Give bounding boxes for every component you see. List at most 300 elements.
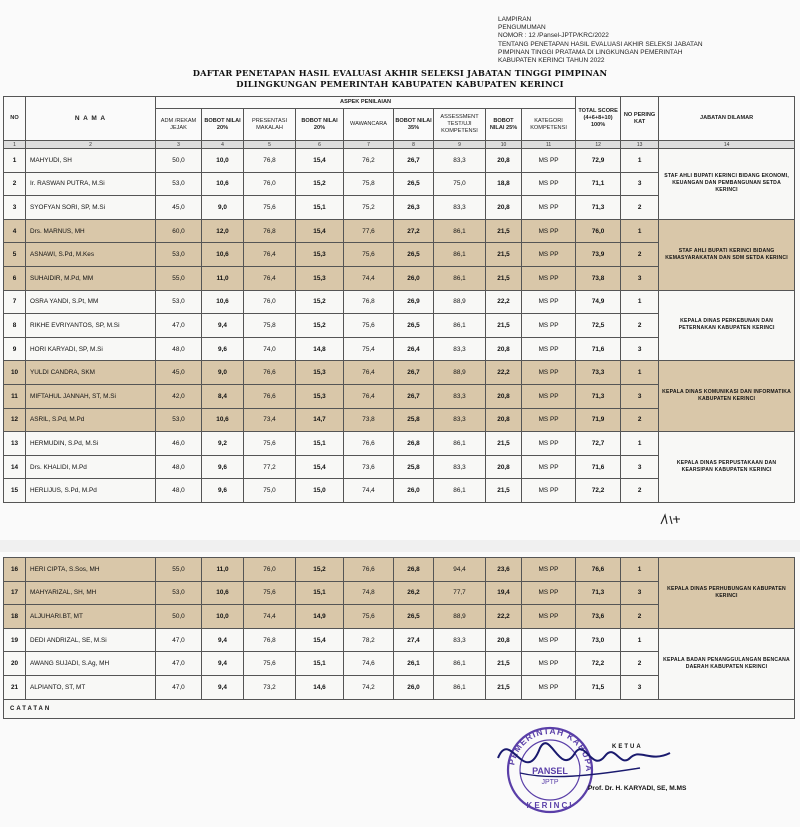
cell-kat: MS PP: [522, 314, 576, 338]
svg-text:PEMERINTAH KABUPATEN: PEMERINTAH KABUPA: [506, 725, 595, 772]
cell-rank: 2: [621, 408, 659, 432]
cell-pres: 73,2: [244, 675, 296, 699]
cell-total: 72,2: [576, 479, 621, 503]
table-row: [4, 290, 795, 314]
cell-kat: MS PP: [522, 361, 576, 385]
title-line-1: DAFTAR PENETAPAN HASIL EVALUASI AKHIR SELEKSI JABATAN TINGGI PIMPINAN: [192, 68, 608, 78]
cell-b1: 9,6: [202, 455, 244, 479]
cell-b1: 10,0: [202, 149, 244, 173]
cell-b2: 15,2: [296, 290, 344, 314]
cell-nama: SYOFYAN SORI, SP, M.Si: [26, 196, 156, 220]
cell-rank: 3: [621, 266, 659, 290]
cell-b4: 21,5: [486, 266, 522, 290]
cell-b1: 8,4: [202, 384, 244, 408]
lampiran-line: KABUPATEN KERINCI TAHUN 2022: [498, 57, 605, 65]
cell-total: 71,9: [576, 408, 621, 432]
col-index: 10: [486, 141, 522, 149]
cell-ass: 83,3: [434, 384, 486, 408]
col-index: 1: [4, 141, 26, 149]
table-row: [4, 219, 795, 243]
cell-b2: 15,1: [296, 432, 344, 456]
cell-rank: 1: [621, 219, 659, 243]
cell-no: 11: [4, 384, 26, 408]
cell-adm: 53,0: [156, 581, 202, 605]
cell-b1: 10,6: [202, 581, 244, 605]
cell-nama: HERLIJUS, S.Pd, M.Pd: [26, 479, 156, 503]
cell-b1: 9,4: [202, 314, 244, 338]
cell-ass: 86,1: [434, 652, 486, 676]
cell-pres: 76,8: [244, 149, 296, 173]
cell-b4: 21,5: [486, 479, 522, 503]
cell-adm: 47,0: [156, 314, 202, 338]
cell-b4: 21,5: [486, 219, 522, 243]
cell-b4: 21,5: [486, 652, 522, 676]
cell-b3: 26,7: [394, 361, 434, 385]
cell-adm: 50,0: [156, 149, 202, 173]
signature-role: KETUA: [612, 744, 643, 750]
cell-ass: 88,9: [434, 605, 486, 629]
cell-adm: 42,0: [156, 384, 202, 408]
cell-nama: AWANG SUJADI, S.Ag, MH: [26, 652, 156, 676]
cell-kat: MS PP: [522, 337, 576, 361]
cell-adm: 55,0: [156, 266, 202, 290]
cell-adm: 45,0: [156, 361, 202, 385]
cell-jabatan: KEPALA DINAS PERHUBUNGAN KABUPATEN KERINCI: [659, 558, 795, 629]
cell-b3: 26,0: [394, 479, 434, 503]
cell-no: 15: [4, 479, 26, 503]
cell-kat: MS PP: [522, 290, 576, 314]
cell-adm: 50,0: [156, 605, 202, 629]
col-index: 9: [434, 141, 486, 149]
cell-rank: 3: [621, 384, 659, 408]
cell-nama: Drs. MARNUS, MH: [26, 219, 156, 243]
cell-pres: 75,6: [244, 652, 296, 676]
cell-b3: 26,0: [394, 266, 434, 290]
cell-b4: 22,2: [486, 290, 522, 314]
cell-jabatan: KEPALA DINAS PERPUSTAKAAN DAN KEARSIPAN KABUPATEN KERINCI: [659, 432, 795, 503]
cell-kat: MS PP: [522, 605, 576, 629]
cell-nama: ALJUHARI.BT, MT: [26, 605, 156, 629]
cell-no: 19: [4, 628, 26, 652]
cell-waw: 74,4: [344, 266, 394, 290]
cell-adm: 47,0: [156, 675, 202, 699]
cell-nama: MAHYUDI, SH: [26, 149, 156, 173]
cell-jabatan: STAF AHLI BUPATI KERINCI BIDANG EKONOMI, KEUANGAN DAN PEMBANGUNAN SETDA KERINCI: [659, 149, 795, 220]
header-presentasi: PRESENTASI MAKALAH: [244, 109, 296, 141]
title-line-2: DILINGKUNGAN PEMERINTAH KABUPATEN KABUPATEN KERINCI: [236, 79, 564, 89]
cell-no: 18: [4, 605, 26, 629]
header-aspek: ASPEK PENILAIAN: [156, 97, 576, 109]
cell-pres: 76,0: [244, 172, 296, 196]
cell-b1: 9,0: [202, 361, 244, 385]
cell-adm: 53,0: [156, 408, 202, 432]
cell-kat: MS PP: [522, 558, 576, 582]
cell-rank: 2: [621, 652, 659, 676]
cell-rank: 3: [621, 337, 659, 361]
cell-ass: 86,1: [434, 219, 486, 243]
cell-rank: 2: [621, 314, 659, 338]
cell-no: 13: [4, 432, 26, 456]
header-kategori: KATEGORI KOMPETENSI: [522, 109, 576, 141]
cell-adm: 46,0: [156, 432, 202, 456]
cell-ass: 75,0: [434, 172, 486, 196]
cell-nama: HERI CIPTA, S.Sos, MH: [26, 558, 156, 582]
cell-kat: MS PP: [522, 196, 576, 220]
cell-pres: 75,8: [244, 314, 296, 338]
cell-b4: 20,8: [486, 384, 522, 408]
col-index: 6: [296, 141, 344, 149]
cell-waw: 76,2: [344, 149, 394, 173]
lampiran-line: LAMPIRAN: [498, 16, 532, 23]
cell-rank: 3: [621, 172, 659, 196]
cell-nama: OSRA YANDI, S.Pt, MM: [26, 290, 156, 314]
cell-waw: 75,8: [344, 172, 394, 196]
cell-ass: 83,3: [434, 149, 486, 173]
cell-no: 14: [4, 455, 26, 479]
cell-nama: ASRIL, S.Pd, M.Pd: [26, 408, 156, 432]
cell-b3: 26,4: [394, 337, 434, 361]
cell-b1: 10,6: [202, 243, 244, 267]
col-index: 12: [576, 141, 621, 149]
header-wawancara: WAWANCARA: [344, 109, 394, 141]
cell-adm: 48,0: [156, 479, 202, 503]
cell-kat: MS PP: [522, 172, 576, 196]
table-row: [4, 432, 795, 456]
cell-no: 20: [4, 652, 26, 676]
cell-rank: 2: [621, 479, 659, 503]
cell-rank: 3: [621, 455, 659, 479]
cell-ass: 83,3: [434, 408, 486, 432]
cell-ass: 77,7: [434, 581, 486, 605]
cell-b1: 9,4: [202, 628, 244, 652]
cell-b1: 10,6: [202, 172, 244, 196]
cell-nama: HORI KARYADI, SP, M.Si: [26, 337, 156, 361]
cell-total: 72,2: [576, 652, 621, 676]
cell-b1: 9,0: [202, 196, 244, 220]
cell-ass: 86,1: [434, 314, 486, 338]
cell-kat: MS PP: [522, 243, 576, 267]
cell-ass: 83,3: [434, 455, 486, 479]
cell-nama: Ir. RASWAN PUTRA, M.Si: [26, 172, 156, 196]
cell-pres: 76,0: [244, 290, 296, 314]
cell-b4: 20,8: [486, 196, 522, 220]
cell-rank: 1: [621, 628, 659, 652]
cell-b4: 19,4: [486, 581, 522, 605]
cell-nama: SUHAIDIR, M.Pd, MM: [26, 266, 156, 290]
cell-total: 72,5: [576, 314, 621, 338]
cell-waw: 76,4: [344, 361, 394, 385]
cell-pres: 75,0: [244, 479, 296, 503]
results-table-part-1: [3, 96, 795, 503]
cell-total: 71,6: [576, 455, 621, 479]
cell-pres: 74,0: [244, 337, 296, 361]
cell-b3: 26,5: [394, 314, 434, 338]
cell-b4: 21,5: [486, 432, 522, 456]
cell-kat: MS PP: [522, 432, 576, 456]
col-index: 13: [621, 141, 659, 149]
cell-b2: 15,3: [296, 384, 344, 408]
cell-b2: 15,2: [296, 172, 344, 196]
cell-adm: 53,0: [156, 290, 202, 314]
cell-b3: 25,8: [394, 408, 434, 432]
cell-total: 72,9: [576, 149, 621, 173]
cell-waw: 75,6: [344, 605, 394, 629]
cell-kat: MS PP: [522, 479, 576, 503]
cell-waw: 74,2: [344, 675, 394, 699]
cell-pres: 75,6: [244, 196, 296, 220]
cell-kat: MS PP: [522, 266, 576, 290]
col-index: 5: [244, 141, 296, 149]
cell-no: 7: [4, 290, 26, 314]
cell-nama: ASNAWI, S.Pd, M.Kes: [26, 243, 156, 267]
cell-kat: MS PP: [522, 149, 576, 173]
cell-no: 9: [4, 337, 26, 361]
cell-b1: 11,0: [202, 266, 244, 290]
cell-total: 71,3: [576, 196, 621, 220]
header-adm: ADM /REKAM JEJAK: [156, 109, 202, 141]
cell-ass: 88,9: [434, 290, 486, 314]
cell-b2: 15,4: [296, 149, 344, 173]
cell-waw: 74,6: [344, 652, 394, 676]
cell-rank: 2: [621, 605, 659, 629]
cell-b2: 15,1: [296, 652, 344, 676]
cell-b4: 22,2: [486, 361, 522, 385]
cell-rank: 1: [621, 558, 659, 582]
cell-total: 73,3: [576, 361, 621, 385]
cell-b1: 9,4: [202, 652, 244, 676]
lampiran-line: PIMPINAN TINGGI PRATAMA DI LINGKUNGAN PEMERINTAH: [498, 48, 683, 56]
cell-b2: 15,2: [296, 558, 344, 582]
cell-rank: 1: [621, 290, 659, 314]
cell-kat: MS PP: [522, 455, 576, 479]
cell-no: 5: [4, 243, 26, 267]
cell-kat: MS PP: [522, 652, 576, 676]
cell-b4: 18,8: [486, 172, 522, 196]
lampiran-block: [498, 16, 703, 65]
cell-no: 2: [4, 172, 26, 196]
cell-adm: 45,0: [156, 196, 202, 220]
col-index: 14: [659, 141, 795, 149]
cell-b2: 14,6: [296, 675, 344, 699]
cell-waw: 76,8: [344, 290, 394, 314]
cell-pres: 75,6: [244, 581, 296, 605]
header-peringkat: NO PERING KAT: [621, 97, 659, 141]
cell-b1: 9,6: [202, 479, 244, 503]
cell-b2: 15,3: [296, 361, 344, 385]
cell-no: 12: [4, 408, 26, 432]
cell-b3: 26,9: [394, 290, 434, 314]
cell-no: 3: [4, 196, 26, 220]
table-row: [4, 628, 795, 652]
cell-waw: 75,6: [344, 314, 394, 338]
cell-b2: 15,3: [296, 243, 344, 267]
header-assessment: ASSESSMENT TEST/UJI KOMPETENSI: [434, 109, 486, 141]
cell-b1: 11,0: [202, 558, 244, 582]
cell-b2: 15,1: [296, 196, 344, 220]
svg-text:PANSEL: PANSEL: [532, 766, 568, 776]
cell-total: 73,8: [576, 266, 621, 290]
cell-pres: 76,8: [244, 628, 296, 652]
col-index: 4: [202, 141, 244, 149]
official-stamp: [480, 718, 594, 812]
signature-name: Prof. Dr. H. KARYADI, SE, M.MS: [588, 785, 687, 792]
cell-ass: 86,1: [434, 266, 486, 290]
cell-b4: 21,5: [486, 243, 522, 267]
cell-ass: 83,3: [434, 628, 486, 652]
cell-b2: 15,4: [296, 455, 344, 479]
header-bobot-20b: BOBOT NILAI 20%: [296, 109, 344, 141]
cell-pres: 76,8: [244, 219, 296, 243]
cell-waw: 74,4: [344, 479, 394, 503]
cell-b4: 20,8: [486, 628, 522, 652]
cell-nama: MIFTAHUL JANNAH, ST, M.Si: [26, 384, 156, 408]
cell-total: 76,6: [576, 558, 621, 582]
cell-pres: 76,4: [244, 266, 296, 290]
cell-no: 17: [4, 581, 26, 605]
cell-waw: 76,6: [344, 558, 394, 582]
svg-text:KERINCI: KERINCI: [526, 801, 574, 810]
cell-nama: DEDI ANDRIZAL, SE, M.Si: [26, 628, 156, 652]
cell-b3: 25,8: [394, 455, 434, 479]
cell-nama: ALPIANTO, ST, MT: [26, 675, 156, 699]
cell-b3: 26,5: [394, 243, 434, 267]
cell-b1: 9,4: [202, 675, 244, 699]
cell-no: 16: [4, 558, 26, 582]
cell-b2: 14,8: [296, 337, 344, 361]
cell-no: 10: [4, 361, 26, 385]
header-jabatan: JABATAN DILAMAR: [659, 97, 795, 141]
cell-waw: 75,2: [344, 196, 394, 220]
cell-b4: 20,8: [486, 455, 522, 479]
cell-b3: 26,7: [394, 384, 434, 408]
cell-adm: 60,0: [156, 219, 202, 243]
cell-b3: 26,5: [394, 172, 434, 196]
svg-text:JPTP: JPTP: [541, 779, 559, 786]
cell-b3: 26,5: [394, 605, 434, 629]
cell-pres: 76,6: [244, 361, 296, 385]
cell-total: 72,7: [576, 432, 621, 456]
cell-b2: 15,4: [296, 628, 344, 652]
cell-total: 74,9: [576, 290, 621, 314]
cell-rank: 2: [621, 243, 659, 267]
cell-total: 73,9: [576, 243, 621, 267]
cell-pres: 76,0: [244, 558, 296, 582]
cell-nama: RIKHE EVRIYANTOS, SP, M.Si: [26, 314, 156, 338]
document-title: [0, 68, 800, 90]
cell-waw: 77,6: [344, 219, 394, 243]
cell-b2: 14,7: [296, 408, 344, 432]
cell-pres: 73,4: [244, 408, 296, 432]
cell-waw: 78,2: [344, 628, 394, 652]
cell-b3: 26,7: [394, 149, 434, 173]
cell-waw: 76,6: [344, 432, 394, 456]
catatan-label: CATATAN: [4, 699, 795, 718]
cell-waw: 74,8: [344, 581, 394, 605]
cell-b4: 21,5: [486, 675, 522, 699]
cell-b1: 10,6: [202, 408, 244, 432]
table-row: [4, 361, 795, 385]
cell-b1: 9,6: [202, 337, 244, 361]
cell-pres: 76,4: [244, 243, 296, 267]
cell-waw: 73,6: [344, 455, 394, 479]
cell-ass: 94,4: [434, 558, 486, 582]
cell-waw: 76,4: [344, 384, 394, 408]
cell-total: 71,5: [576, 675, 621, 699]
cell-waw: 73,8: [344, 408, 394, 432]
results-table-part-2: [3, 557, 795, 719]
cell-kat: MS PP: [522, 408, 576, 432]
lampiran-line: NOMOR : 12 /Pansel-JPTP/KRC/2022: [498, 32, 609, 40]
cell-rank: 2: [621, 196, 659, 220]
cell-b1: 10,0: [202, 605, 244, 629]
cell-total: 71,3: [576, 384, 621, 408]
col-index: 7: [344, 141, 394, 149]
cell-no: 6: [4, 266, 26, 290]
cell-kat: MS PP: [522, 219, 576, 243]
cell-jabatan: KEPALA BADAN PENANGGULANGAN BENCANA DAERAH KABUPATEN KERINCI: [659, 628, 795, 699]
cell-b2: 15,3: [296, 266, 344, 290]
cell-kat: MS PP: [522, 628, 576, 652]
cell-pres: 75,6: [244, 432, 296, 456]
table-row: [4, 149, 795, 173]
cell-kat: MS PP: [522, 675, 576, 699]
cell-total: 71,3: [576, 581, 621, 605]
cell-b3: 26,0: [394, 675, 434, 699]
cell-total: 76,0: [576, 219, 621, 243]
cell-ass: 83,3: [434, 337, 486, 361]
cell-b1: 12,0: [202, 219, 244, 243]
cell-b3: 26,3: [394, 196, 434, 220]
header-bobot-20a: BOBOT NILAI 20%: [202, 109, 244, 141]
cell-b3: 27,2: [394, 219, 434, 243]
cell-pres: 74,4: [244, 605, 296, 629]
cell-rank: 3: [621, 675, 659, 699]
signature-area: [480, 718, 680, 818]
col-index: 11: [522, 141, 576, 149]
cell-b4: 23,6: [486, 558, 522, 582]
cell-b2: 14,9: [296, 605, 344, 629]
page-gap: [0, 540, 800, 552]
header-total: TOTAL SCORE (4+6+8+10) 100%: [576, 97, 621, 141]
cell-kat: MS PP: [522, 384, 576, 408]
cell-adm: 48,0: [156, 455, 202, 479]
cell-total: 73,6: [576, 605, 621, 629]
col-index: 2: [26, 141, 156, 149]
cell-b3: 27,4: [394, 628, 434, 652]
header-bobot-35: BOBOT NILAI 35%: [394, 109, 434, 141]
cell-b4: 20,8: [486, 408, 522, 432]
lampiran-line: PENGUMUMAN: [498, 24, 546, 32]
cell-no: 8: [4, 314, 26, 338]
cell-nama: Drs. KHALIDI, M.Pd: [26, 455, 156, 479]
cell-b4: 21,5: [486, 314, 522, 338]
cell-rank: 1: [621, 361, 659, 385]
cell-rank: 1: [621, 432, 659, 456]
cell-b3: 26,8: [394, 558, 434, 582]
cell-rank: 1: [621, 149, 659, 173]
cell-b1: 9,2: [202, 432, 244, 456]
cell-b3: 26,8: [394, 432, 434, 456]
cell-kat: MS PP: [522, 581, 576, 605]
header-nama: N A M A: [26, 97, 156, 141]
col-index: 3: [156, 141, 202, 149]
column-index-row: [4, 141, 795, 149]
col-index: 8: [394, 141, 434, 149]
cell-adm: 55,0: [156, 558, 202, 582]
cell-jabatan: KEPALA DINAS PERKEBUNAN DAN PETERNAKAN KABUPATEN KERINCI: [659, 290, 795, 361]
cell-no: 4: [4, 219, 26, 243]
cell-ass: 86,1: [434, 243, 486, 267]
